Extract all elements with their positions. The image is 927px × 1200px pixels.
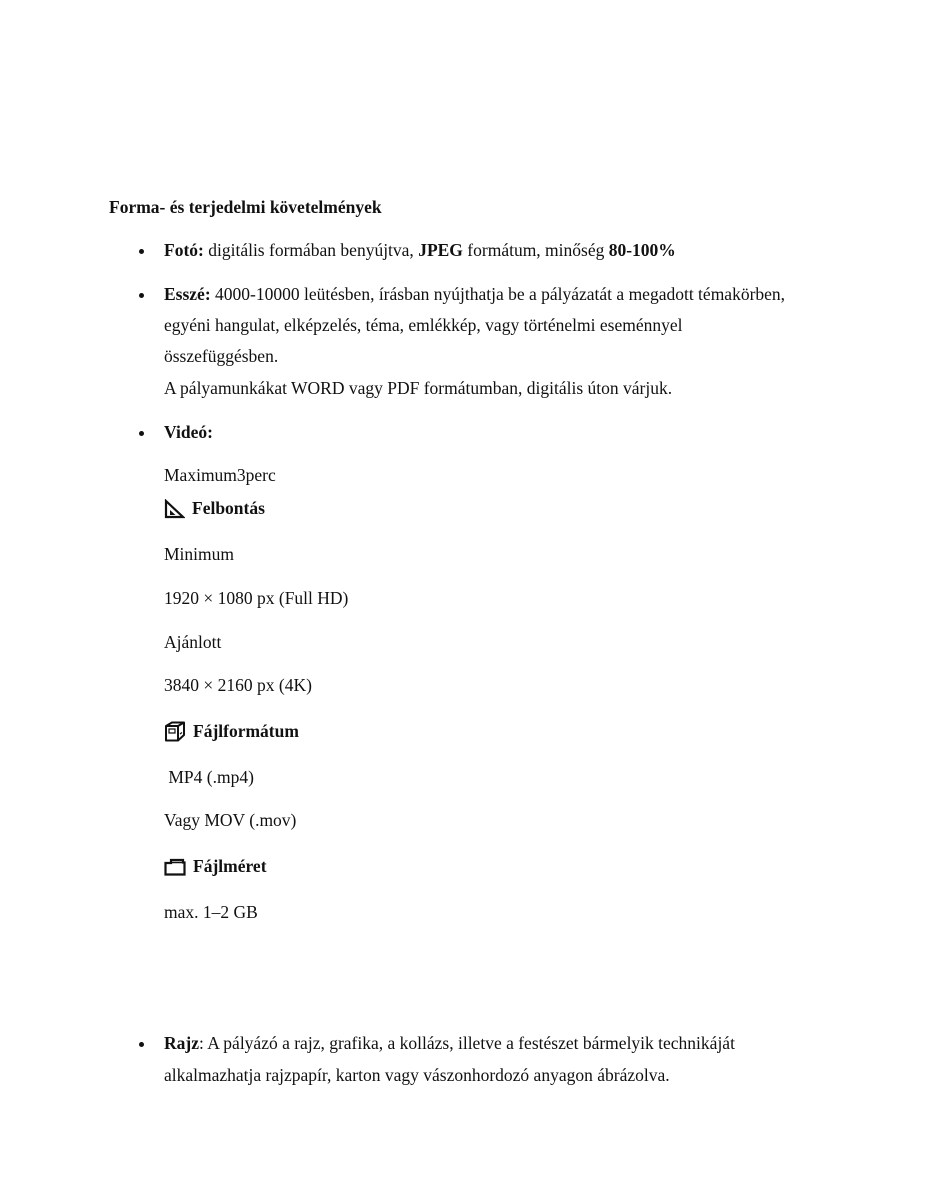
rajz-text-1: : A pályázó a rajz, grafika, a kollázs, illetve a festészet bármelyik technikáját	[198, 1033, 735, 1053]
format-heading-text: Fájlformátum	[193, 721, 299, 741]
bullet-rajz	[139, 1042, 144, 1047]
size-heading-text: Fájlméret	[193, 856, 267, 876]
list-item-foto	[164, 240, 676, 261]
package-icon	[164, 721, 186, 742]
essze-text-1: 4000-10000 leütésben, írásban nyújthatja be a pályázatát a megadott témakörben,	[210, 284, 786, 304]
essze-line-3: összefüggésben.	[164, 346, 279, 366]
resolution-heading-text: Felbontás	[192, 498, 265, 518]
foto-text-1: digitális formában benyújtva,	[203, 240, 419, 260]
triangle-ruler-icon	[164, 499, 185, 519]
essze-label: Esszé:	[164, 284, 211, 304]
resolution-rec-value: 3840 × 2160 px (4K)	[164, 675, 312, 695]
essze-line-1	[164, 284, 785, 305]
resolution-min-value: 1920 × 1080 px (Full HD)	[164, 588, 349, 608]
foto-quality: 80-100%	[608, 240, 676, 260]
format-heading	[164, 721, 299, 742]
rajz-line-1	[164, 1033, 735, 1054]
video-label: Videó:	[164, 422, 213, 442]
foto-format: JPEG	[418, 240, 463, 260]
essze-line-4: A pályamunkákat WORD vagy PDF formátumban, digitális úton várjuk.	[164, 378, 673, 398]
foto-label: Fotó:	[164, 240, 204, 260]
rajz-line-2: alkalmazhatja rajzpapír, karton vagy vászonhordozó anyagon ábrázolva.	[164, 1065, 670, 1085]
format-option-mov: Vagy MOV (.mov)	[164, 810, 297, 830]
size-heading	[164, 856, 267, 877]
bullet-video	[139, 431, 144, 436]
bullet-foto	[139, 249, 144, 254]
bullet-essze	[139, 293, 144, 298]
resolution-rec-label: Ajánlott	[164, 632, 222, 652]
foto-text-2: formátum, minőség	[462, 240, 609, 260]
folder-icon	[164, 858, 186, 876]
video-duration: Maximum3perc	[164, 465, 276, 485]
resolution-heading	[164, 498, 265, 519]
format-option-mp4: MP4 (.mp4)	[164, 767, 254, 787]
rajz-label: Rajz	[164, 1033, 199, 1053]
essze-line-2: egyéni hangulat, elképzelés, téma, emlékkép, vagy történelmi eseménnyel	[164, 315, 683, 335]
section-title: Forma- és terjedelmi követelmények	[109, 197, 382, 217]
resolution-min-label: Minimum	[164, 544, 235, 564]
size-value: max. 1–2 GB	[164, 902, 258, 922]
